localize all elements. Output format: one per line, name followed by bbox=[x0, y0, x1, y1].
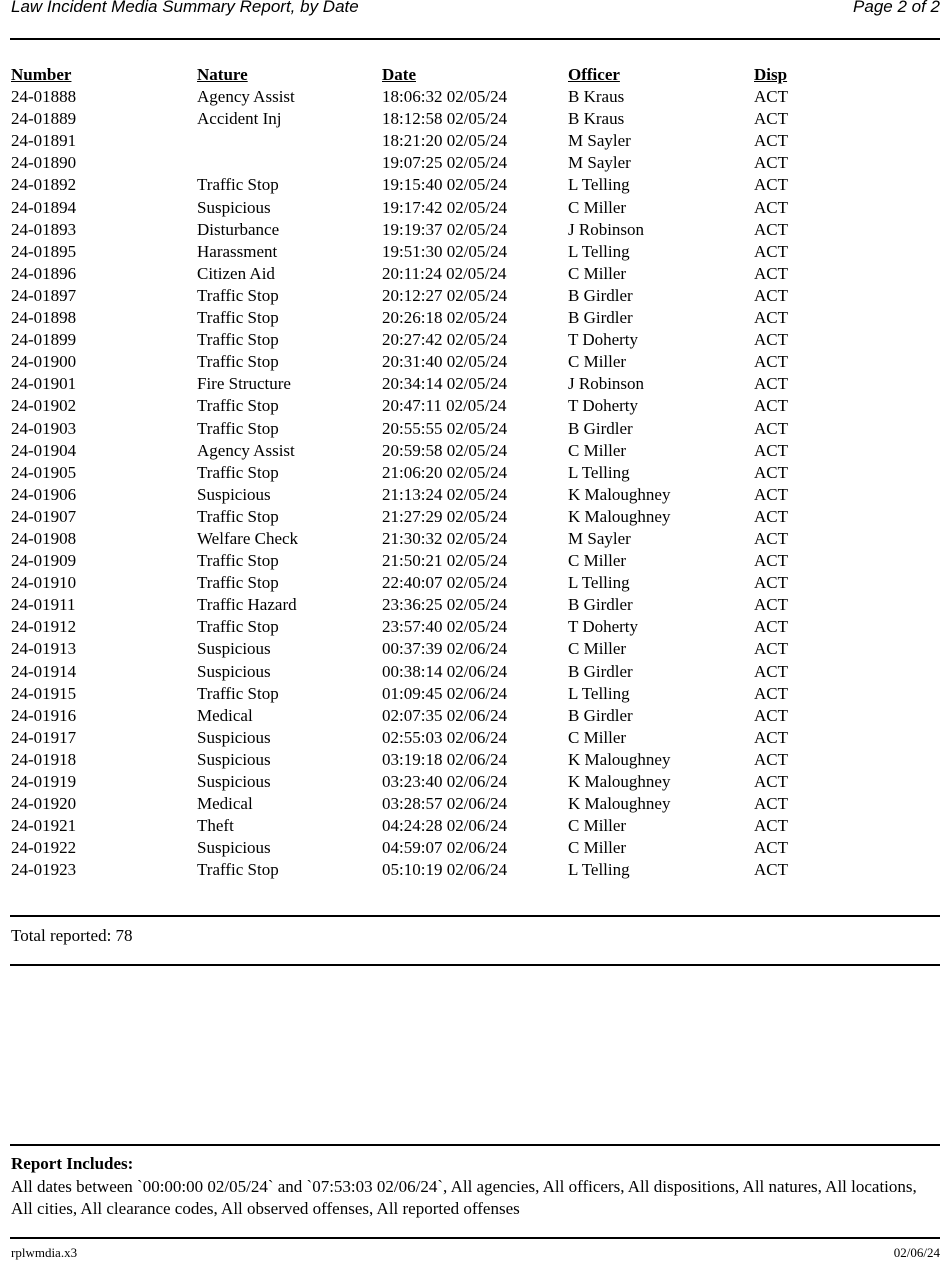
incident-nature: Agency Assist bbox=[197, 440, 295, 460]
incident-nature: Suspicious bbox=[197, 639, 271, 659]
incident-number: 24-01912 bbox=[11, 617, 77, 637]
incident-disposition: ACT bbox=[754, 352, 788, 372]
incident-disposition: ACT bbox=[754, 794, 788, 814]
incident-number: 24-01915 bbox=[11, 683, 77, 703]
incident-officer: B Girdler bbox=[568, 595, 633, 615]
incident-officer: L Telling bbox=[568, 683, 630, 703]
incident-disposition: ACT bbox=[754, 241, 788, 261]
includes-top-divider bbox=[10, 1144, 940, 1146]
table-row bbox=[11, 152, 940, 174]
table-row bbox=[11, 440, 940, 462]
incident-disposition: ACT bbox=[754, 308, 788, 328]
table-row bbox=[11, 484, 940, 506]
table-row bbox=[11, 395, 940, 417]
column-header-number: Number bbox=[11, 65, 72, 84]
table-row bbox=[11, 241, 940, 263]
incident-date: 19:17:42 02/05/24 bbox=[382, 197, 508, 217]
incident-date: 20:47:11 02/05/24 bbox=[382, 396, 507, 416]
incident-nature: Welfare Check bbox=[197, 528, 299, 548]
incident-date: 23:36:25 02/05/24 bbox=[382, 595, 508, 615]
incident-number: 24-01909 bbox=[11, 551, 77, 571]
incident-nature: Traffic Hazard bbox=[197, 595, 297, 615]
incident-number: 24-01900 bbox=[11, 352, 77, 372]
incident-nature: Traffic Stop bbox=[197, 418, 279, 438]
incident-date: 21:13:24 02/05/24 bbox=[382, 484, 508, 504]
incident-number: 24-01907 bbox=[11, 506, 77, 526]
incident-officer: K Maloughney bbox=[568, 506, 671, 526]
column-header-nature: Nature bbox=[197, 65, 248, 84]
incident-disposition: ACT bbox=[754, 506, 788, 526]
incident-number: 24-01892 bbox=[11, 175, 77, 195]
table-row bbox=[11, 815, 940, 837]
incident-officer: C Miller bbox=[568, 197, 627, 217]
footer-divider bbox=[10, 1237, 940, 1239]
table-row bbox=[11, 705, 940, 727]
incident-disposition: ACT bbox=[754, 440, 788, 460]
table-row bbox=[11, 837, 940, 859]
incident-date: 04:24:28 02/06/24 bbox=[382, 816, 508, 836]
incident-officer: L Telling bbox=[568, 175, 630, 195]
incident-table bbox=[11, 64, 940, 881]
table-row bbox=[11, 174, 940, 196]
total-top-divider bbox=[10, 915, 940, 917]
print-date: 02/06/24 bbox=[893, 1245, 940, 1260]
incident-disposition: ACT bbox=[754, 683, 788, 703]
incident-number: 24-01889 bbox=[11, 109, 77, 129]
incident-officer: M Sayler bbox=[568, 153, 631, 173]
table-row bbox=[11, 219, 940, 241]
table-row bbox=[11, 771, 940, 793]
incident-date: 03:19:18 02/06/24 bbox=[382, 749, 508, 769]
incident-officer: L Telling bbox=[568, 462, 630, 482]
table-row bbox=[11, 86, 940, 108]
column-header-date: Date bbox=[382, 65, 416, 84]
incident-nature: Medical bbox=[197, 794, 253, 814]
incident-nature: Suspicious bbox=[197, 772, 271, 791]
incident-nature: Agency Assist bbox=[197, 87, 295, 107]
incident-officer: J Robinson bbox=[568, 374, 645, 394]
incident-number: 24-01910 bbox=[11, 573, 77, 593]
incident-officer: T Doherty bbox=[568, 330, 639, 350]
incident-nature: Suspicious bbox=[197, 727, 271, 747]
table-row bbox=[11, 263, 940, 285]
incident-officer: L Telling bbox=[568, 241, 630, 261]
incident-date: 22:40:07 02/05/24 bbox=[382, 573, 508, 593]
incident-number: 24-01906 bbox=[11, 484, 77, 504]
incident-nature: Traffic Stop bbox=[197, 175, 279, 195]
incident-officer: B Girdler bbox=[568, 418, 633, 438]
incident-date: 21:30:32 02/05/24 bbox=[382, 528, 508, 548]
incident-disposition: ACT bbox=[754, 131, 788, 151]
incident-nature: Disturbance bbox=[197, 219, 280, 239]
incident-date: 20:59:58 02/05/24 bbox=[382, 440, 508, 460]
table-row bbox=[11, 550, 940, 572]
report-includes-heading: Report Includes: bbox=[11, 1154, 134, 1173]
incident-disposition: ACT bbox=[754, 153, 788, 173]
incident-date: 02:07:35 02/06/24 bbox=[382, 705, 508, 725]
incident-disposition: ACT bbox=[754, 749, 788, 769]
incident-date: 01:09:45 02/06/24 bbox=[382, 683, 508, 703]
table-row bbox=[11, 373, 940, 395]
incident-date: 18:12:58 02/05/24 bbox=[382, 109, 508, 129]
incident-nature: Harassment bbox=[197, 241, 278, 261]
table-row bbox=[11, 462, 940, 484]
incident-number: 24-01891 bbox=[11, 131, 77, 151]
incident-number: 24-01921 bbox=[11, 816, 77, 836]
incident-date: 20:26:18 02/05/24 bbox=[382, 308, 508, 328]
table-row bbox=[11, 351, 940, 373]
table-row bbox=[11, 572, 940, 594]
incident-officer: C Miller bbox=[568, 263, 627, 283]
incident-disposition: ACT bbox=[754, 374, 788, 394]
incident-disposition: ACT bbox=[754, 263, 788, 283]
incident-officer: L Telling bbox=[568, 860, 630, 880]
table-row bbox=[11, 616, 940, 638]
incident-officer: C Miller bbox=[568, 352, 627, 372]
table-row bbox=[11, 130, 940, 152]
incident-number: 24-01917 bbox=[11, 727, 77, 747]
incident-disposition: ACT bbox=[754, 860, 788, 880]
incident-nature: Traffic Stop bbox=[197, 462, 279, 482]
incident-officer: K Maloughney bbox=[568, 484, 671, 504]
incident-disposition: ACT bbox=[754, 727, 788, 747]
incident-date: 19:15:40 02/05/24 bbox=[382, 175, 508, 195]
incident-date: 04:59:07 02/06/24 bbox=[382, 838, 508, 858]
incident-number: 24-01902 bbox=[11, 396, 77, 416]
incident-officer: B Girdler bbox=[568, 705, 633, 725]
incident-disposition: ACT bbox=[754, 175, 788, 195]
incident-nature: Traffic Stop bbox=[197, 860, 279, 880]
incident-disposition: ACT bbox=[754, 772, 788, 791]
incident-disposition: ACT bbox=[754, 573, 788, 593]
incident-number: 24-01923 bbox=[11, 860, 77, 880]
incident-number: 24-01905 bbox=[11, 462, 77, 482]
incident-disposition: ACT bbox=[754, 197, 788, 217]
table-row bbox=[11, 329, 940, 351]
incident-number: 24-01922 bbox=[11, 838, 77, 858]
incident-date: 19:19:37 02/05/24 bbox=[382, 219, 508, 239]
incident-officer: B Kraus bbox=[568, 109, 625, 129]
incident-nature: Medical bbox=[197, 705, 253, 725]
incident-nature: Traffic Stop bbox=[197, 617, 279, 637]
incident-number: 24-01919 bbox=[11, 772, 77, 791]
table-row bbox=[11, 506, 940, 528]
incident-nature: Theft bbox=[197, 816, 234, 836]
incident-officer: B Girdler bbox=[568, 285, 633, 305]
incident-disposition: ACT bbox=[754, 705, 788, 725]
incident-nature: Suspicious bbox=[197, 838, 271, 858]
incident-disposition: ACT bbox=[754, 617, 788, 637]
table-row bbox=[11, 859, 940, 881]
incident-disposition: ACT bbox=[754, 462, 788, 482]
incident-nature: Suspicious bbox=[197, 749, 271, 769]
incident-disposition: ACT bbox=[754, 87, 788, 107]
incident-disposition: ACT bbox=[754, 219, 788, 239]
incident-officer: M Sayler bbox=[568, 528, 631, 548]
table-row bbox=[11, 197, 940, 219]
incident-officer: B Girdler bbox=[568, 308, 633, 328]
incident-disposition: ACT bbox=[754, 396, 788, 416]
table-row bbox=[11, 793, 940, 815]
incident-date: 19:51:30 02/05/24 bbox=[382, 241, 508, 261]
incident-number: 24-01898 bbox=[11, 308, 77, 328]
incident-number: 24-01914 bbox=[11, 661, 77, 681]
table-row bbox=[11, 727, 940, 749]
table-body bbox=[11, 86, 940, 881]
table-row bbox=[11, 418, 940, 440]
incident-officer: L Telling bbox=[568, 573, 630, 593]
incident-disposition: ACT bbox=[754, 528, 788, 548]
table-row bbox=[11, 683, 940, 705]
incident-officer: C Miller bbox=[568, 727, 627, 747]
column-header-disp: Disp bbox=[754, 65, 788, 84]
incident-date: 19:07:25 02/05/24 bbox=[382, 153, 508, 173]
table-header-row bbox=[11, 64, 940, 86]
table-row bbox=[11, 749, 940, 771]
incident-nature: Traffic Stop bbox=[197, 551, 279, 571]
incident-date: 18:21:20 02/05/24 bbox=[382, 131, 508, 151]
incident-number: 24-01896 bbox=[11, 263, 77, 283]
table-row bbox=[11, 108, 940, 130]
incident-nature: Accident Inj bbox=[197, 109, 282, 129]
incident-nature: Citizen Aid bbox=[197, 263, 275, 283]
incident-number: 24-01903 bbox=[11, 418, 77, 438]
incident-officer: C Miller bbox=[568, 838, 627, 858]
incident-disposition: ACT bbox=[754, 418, 788, 438]
header-divider bbox=[10, 38, 940, 40]
incident-number: 24-01890 bbox=[11, 153, 77, 173]
table-row bbox=[11, 528, 940, 550]
incident-date: 20:34:14 02/05/24 bbox=[382, 374, 508, 394]
table-row bbox=[11, 307, 940, 329]
total-reported: Total reported: 78 bbox=[11, 926, 133, 945]
column-header-officer: Officer bbox=[568, 65, 620, 84]
incident-number: 24-01916 bbox=[11, 705, 77, 725]
incident-date: 02:55:03 02/06/24 bbox=[382, 727, 508, 747]
incident-nature: Suspicious bbox=[197, 197, 271, 217]
total-bottom-divider bbox=[10, 964, 940, 966]
incident-number: 24-01894 bbox=[11, 197, 77, 217]
incident-disposition: ACT bbox=[754, 330, 788, 350]
incident-date: 05:10:19 02/06/24 bbox=[382, 860, 508, 880]
incident-number: 24-01908 bbox=[11, 528, 77, 548]
incident-nature: Suspicious bbox=[197, 661, 271, 681]
incident-date: 20:11:24 02/05/24 bbox=[382, 263, 507, 283]
incident-date: 20:12:27 02/05/24 bbox=[382, 285, 508, 305]
incident-date: 20:27:42 02/05/24 bbox=[382, 330, 508, 350]
incident-date: 03:28:57 02/06/24 bbox=[382, 794, 508, 814]
table-row bbox=[11, 638, 940, 660]
incident-number: 24-01893 bbox=[11, 219, 77, 239]
incident-number: 24-01911 bbox=[11, 595, 76, 615]
incident-date: 21:06:20 02/05/24 bbox=[382, 462, 508, 482]
incident-date: 18:06:32 02/05/24 bbox=[382, 87, 508, 107]
incident-number: 24-01904 bbox=[11, 440, 77, 460]
incident-nature: Traffic Stop bbox=[197, 285, 279, 305]
incident-disposition: ACT bbox=[754, 285, 788, 305]
incident-number: 24-01888 bbox=[11, 87, 77, 107]
incident-nature: Traffic Stop bbox=[197, 352, 279, 372]
incident-officer: C Miller bbox=[568, 639, 627, 659]
report-includes-text: All dates between `00:00:00 02/05/24` and `07:53:03 02/06/24`, All agencies, All officers, All dispositions, All natures, All locations, All cities, All clearance codes, All observed offenses, All reported offenses bbox=[11, 1177, 917, 1218]
incident-number: 24-01899 bbox=[11, 330, 77, 350]
incident-nature: Traffic Stop bbox=[197, 396, 279, 416]
incident-nature: Traffic Stop bbox=[197, 573, 279, 593]
incident-date: 20:55:55 02/05/24 bbox=[382, 418, 508, 438]
incident-date: 20:31:40 02/05/24 bbox=[382, 352, 508, 372]
incident-officer: C Miller bbox=[568, 440, 627, 460]
incident-officer: M Sayler bbox=[568, 131, 631, 151]
incident-nature: Traffic Stop bbox=[197, 506, 279, 526]
incident-disposition: ACT bbox=[754, 595, 788, 615]
incident-nature: Suspicious bbox=[197, 484, 271, 504]
table-row bbox=[11, 285, 940, 307]
incident-officer: K Maloughney bbox=[568, 749, 671, 769]
incident-nature: Traffic Stop bbox=[197, 683, 279, 703]
incident-nature: Traffic Stop bbox=[197, 330, 279, 350]
incident-disposition: ACT bbox=[754, 838, 788, 858]
incident-number: 24-01895 bbox=[11, 241, 77, 261]
incident-date: 00:38:14 02/06/24 bbox=[382, 661, 508, 681]
incident-disposition: ACT bbox=[754, 109, 788, 129]
page-number: Page 2 of 2 bbox=[853, 0, 940, 16]
incident-disposition: ACT bbox=[754, 551, 788, 571]
incident-number: 24-01913 bbox=[11, 639, 77, 659]
incident-officer: J Robinson bbox=[568, 219, 645, 239]
report-code: rplwmdia.x3 bbox=[11, 1245, 78, 1260]
incident-officer: K Maloughney bbox=[568, 794, 671, 814]
incident-officer: K Maloughney bbox=[568, 772, 671, 791]
incident-disposition: ACT bbox=[754, 484, 788, 504]
incident-date: 03:23:40 02/06/24 bbox=[382, 772, 508, 791]
incident-number: 24-01897 bbox=[11, 285, 77, 305]
incident-number: 24-01918 bbox=[11, 749, 77, 769]
incident-officer: C Miller bbox=[568, 551, 627, 571]
incident-officer: B Kraus bbox=[568, 87, 625, 107]
incident-date: 21:50:21 02/05/24 bbox=[382, 551, 508, 571]
table-row bbox=[11, 661, 940, 683]
incident-disposition: ACT bbox=[754, 639, 788, 659]
incident-nature: Fire Structure bbox=[197, 374, 291, 394]
report-title: Law Incident Media Summary Report, by Date bbox=[11, 0, 359, 16]
incident-officer: T Doherty bbox=[568, 617, 639, 637]
incident-date: 21:27:29 02/05/24 bbox=[382, 506, 508, 526]
table-row bbox=[11, 594, 940, 616]
incident-disposition: ACT bbox=[754, 661, 788, 681]
incident-number: 24-01920 bbox=[11, 794, 77, 814]
incident-date: 00:37:39 02/06/24 bbox=[382, 639, 508, 659]
incident-nature: Traffic Stop bbox=[197, 308, 279, 328]
incident-number: 24-01901 bbox=[11, 374, 77, 394]
incident-date: 23:57:40 02/05/24 bbox=[382, 617, 508, 637]
incident-officer: C Miller bbox=[568, 816, 627, 836]
incident-officer: T Doherty bbox=[568, 396, 639, 416]
incident-disposition: ACT bbox=[754, 816, 788, 836]
incident-officer: B Girdler bbox=[568, 661, 633, 681]
